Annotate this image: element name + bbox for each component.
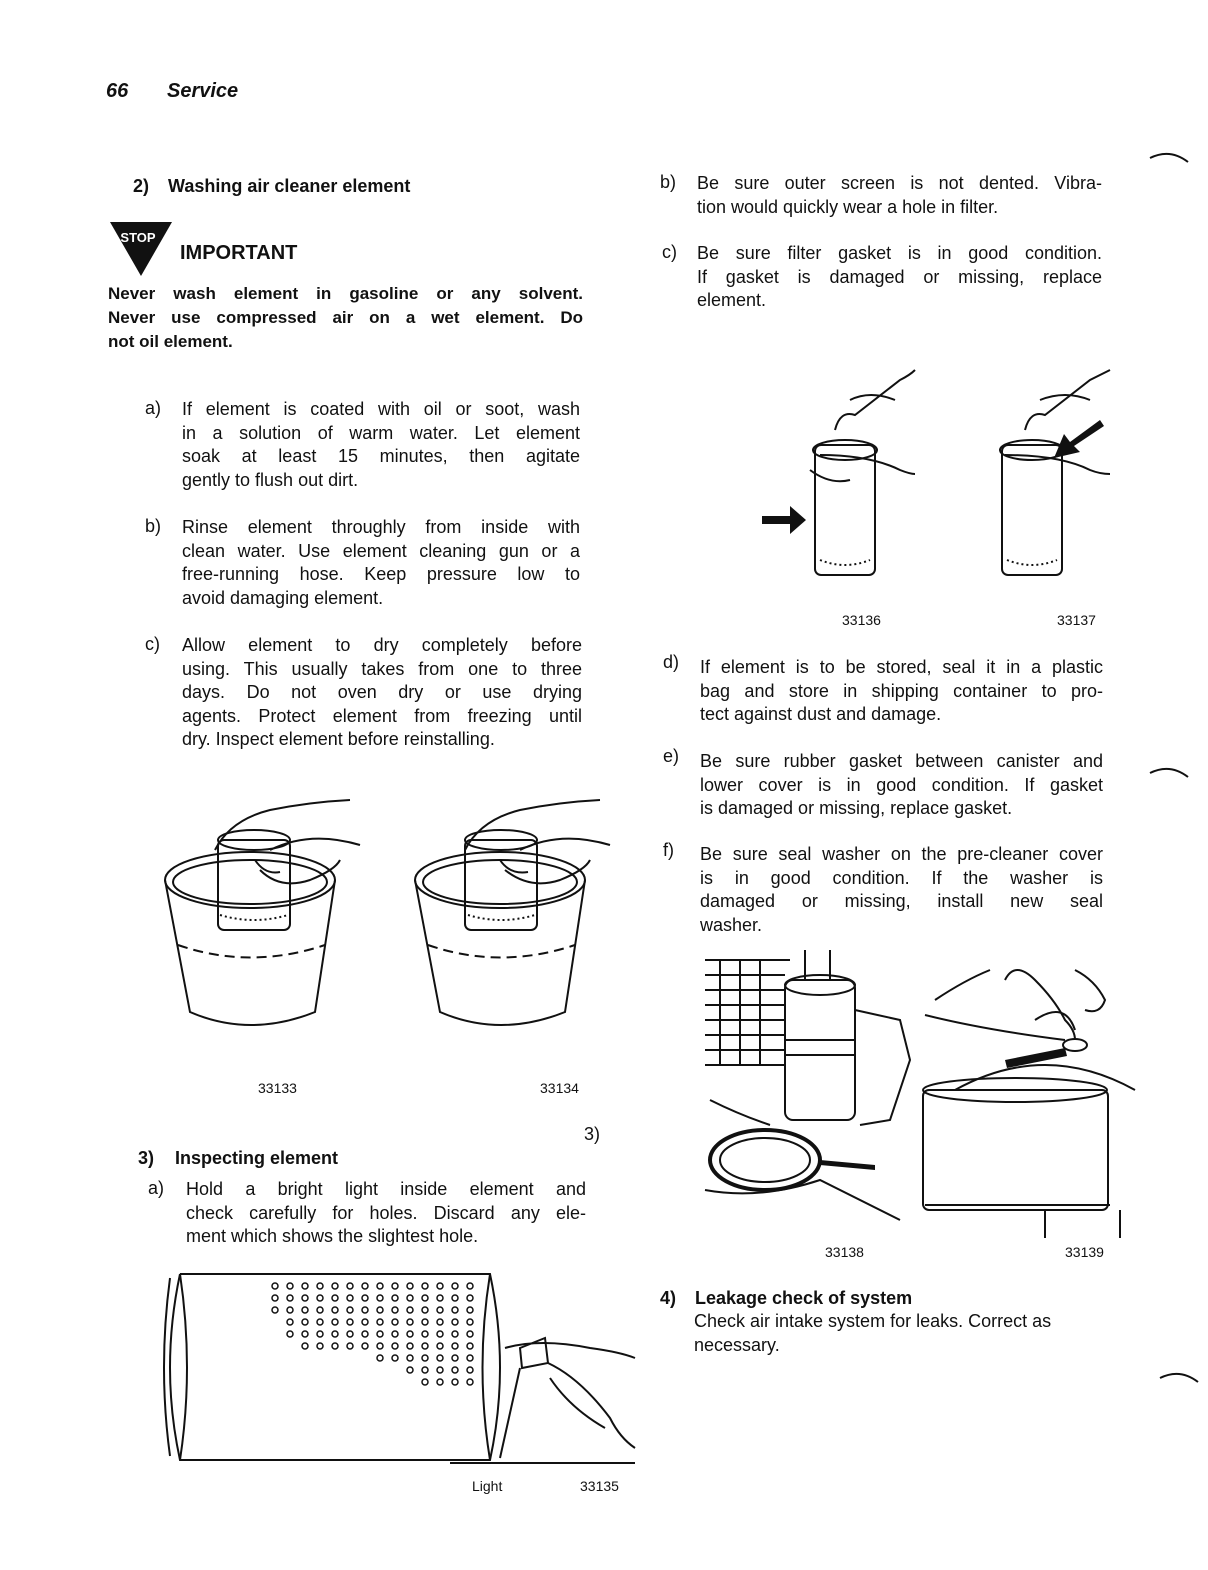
figure-caption: 33139 bbox=[1065, 1244, 1104, 1260]
arrow-icon bbox=[1054, 420, 1104, 458]
text-line: agents. Protect element from freezing until bbox=[182, 705, 582, 726]
washing-number: 2) bbox=[133, 176, 150, 196]
washing-title: Washing air cleaner element bbox=[168, 176, 411, 196]
text-line: Be sure seal washer on the pre-cleaner cover bbox=[700, 844, 1103, 864]
seal-washer-illustration bbox=[925, 960, 1125, 1240]
warning-line: Never use compressed air on a wet element. Do bbox=[108, 308, 583, 327]
step-rc-text bbox=[697, 242, 1102, 313]
text-line: ment which shows the slightest hole. bbox=[186, 1226, 479, 1246]
arrow-icon bbox=[762, 506, 806, 534]
step-label: c) bbox=[662, 242, 677, 262]
text-line: Be sure outer screen is not dented. Vibra- bbox=[697, 173, 1102, 193]
text-line: Hold a bright light inside element and bbox=[186, 1179, 586, 1199]
step-label: d) bbox=[663, 652, 680, 672]
stop-sign-icon bbox=[108, 220, 174, 278]
text-line: bag and store in shipping container to pro- bbox=[700, 680, 1103, 701]
washing-bucket-illustration bbox=[160, 800, 360, 1040]
step-a-text bbox=[182, 398, 580, 492]
step-label: a) bbox=[145, 398, 162, 418]
step-rf-text bbox=[700, 843, 1103, 937]
text-line: Be sure rubber gasket between canister and bbox=[700, 751, 1103, 771]
step-label: c) bbox=[145, 634, 160, 654]
figure-caption: 33135 bbox=[580, 1478, 619, 1494]
text-line: gently to flush out dirt. bbox=[182, 469, 359, 490]
light-inspection-illustration bbox=[150, 1268, 640, 1478]
text-line: element. bbox=[697, 290, 767, 310]
text-line: is in good condition. If the washer is bbox=[700, 867, 1103, 888]
step-label: e) bbox=[663, 746, 680, 766]
inspecting-text bbox=[186, 1178, 586, 1249]
text-line: If element is to be stored, seal it in a plastic bbox=[700, 657, 1103, 677]
text-line: If gasket is damaged or missing, replace bbox=[697, 266, 1102, 287]
filter-rinse-illustration bbox=[760, 370, 915, 585]
figure-caption: 33133 bbox=[258, 1080, 297, 1096]
figure-label-light: Light bbox=[472, 1478, 503, 1494]
step-label: b) bbox=[660, 172, 677, 192]
text-line: in a solution of warm water. Let element bbox=[182, 422, 580, 443]
text-line: Allow element to dry completely before bbox=[182, 635, 582, 655]
figure-caption: 33134 bbox=[540, 1080, 579, 1096]
text-line: tect against dust and damage. bbox=[700, 704, 942, 724]
figure-caption: 33137 bbox=[1057, 612, 1096, 628]
step-re-text bbox=[700, 750, 1103, 821]
figure-caption: 33136 bbox=[842, 612, 881, 628]
leakage-text bbox=[694, 1310, 1114, 1357]
leakage-title: Leakage check of system bbox=[695, 1288, 913, 1308]
figure-caption: 33138 bbox=[825, 1244, 864, 1260]
warning-block bbox=[108, 282, 583, 354]
page-edge-mark bbox=[1150, 755, 1190, 785]
text-line: washer. bbox=[700, 914, 763, 935]
page-number: 66 bbox=[106, 80, 129, 102]
text-line: soak at least 15 minutes, then agitate bbox=[182, 446, 580, 466]
text-line: using. This usually takes from one to three bbox=[182, 658, 582, 679]
filter-inspect-illustration bbox=[990, 370, 1115, 585]
text-line: damaged or missing, install new seal bbox=[700, 891, 1103, 911]
page-edge-mark bbox=[1150, 140, 1190, 170]
text-line: check carefully for holes. Discard any ele- bbox=[186, 1202, 586, 1223]
inspecting-number: 3) bbox=[138, 1148, 155, 1168]
text-line: is damaged or missing, replace gasket. bbox=[700, 798, 1013, 818]
washing-bucket-illustration bbox=[410, 800, 610, 1040]
text-line: avoid damaging element. bbox=[182, 587, 384, 608]
stop-label: STOP bbox=[120, 230, 156, 245]
step-label: b) bbox=[145, 516, 162, 536]
text-line: free-running hose. Keep pressure low to bbox=[182, 564, 580, 584]
step-label: a) bbox=[148, 1178, 165, 1198]
text-line: lower cover is in good condition. If gasket bbox=[700, 774, 1103, 795]
text-line: necessary. bbox=[694, 1334, 780, 1355]
text-line: dry. Inspect element before reinstalling. bbox=[182, 729, 495, 749]
important-heading: IMPORTANT bbox=[180, 242, 298, 264]
text-line: Check air intake system for leaks. Correct as bbox=[694, 1311, 1052, 1331]
stray-label: 3) bbox=[584, 1124, 601, 1144]
step-rb-text bbox=[697, 172, 1102, 219]
text-line: days. Do not oven dry or use drying bbox=[182, 682, 582, 702]
leakage-number: 4) bbox=[660, 1288, 677, 1308]
warning-line: Never wash element in gasoline or any solvent. bbox=[108, 284, 583, 303]
step-label: f) bbox=[663, 840, 674, 860]
step-c-text bbox=[182, 634, 582, 752]
step-rd-text bbox=[700, 656, 1103, 727]
text-line: Rinse element throughly from inside with bbox=[182, 517, 580, 537]
text-line: Be sure filter gasket is in good condition. bbox=[697, 243, 1102, 263]
text-line: If element is coated with oil or soot, wash bbox=[182, 399, 580, 419]
section-title: Service bbox=[167, 80, 239, 102]
canister-gasket-illustration bbox=[700, 950, 915, 1220]
text-line: tion would quickly wear a hole in filter. bbox=[697, 196, 999, 217]
warning-line: not oil element. bbox=[108, 332, 233, 351]
step-b-text bbox=[182, 516, 580, 610]
inspecting-title: Inspecting element bbox=[175, 1148, 339, 1168]
page-edge-mark bbox=[1160, 1360, 1200, 1390]
text-line: clean water. Use element cleaning gun or a bbox=[182, 540, 580, 561]
